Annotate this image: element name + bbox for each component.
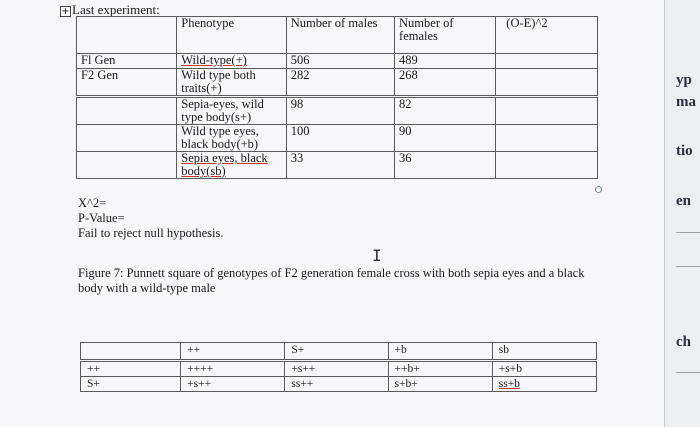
table-row <box>77 125 598 152</box>
table-row <box>77 97 598 125</box>
punnett-cell[interactable]: ++b+ <box>388 361 492 377</box>
adjacent-text: en <box>676 193 691 209</box>
females-cell[interactable]: 82 <box>395 97 496 125</box>
males-cell[interactable]: 33 <box>286 152 394 179</box>
header-cell[interactable] <box>77 17 177 54</box>
punnett-cell[interactable]: ++++ <box>181 361 285 377</box>
adjacent-divider <box>676 372 700 373</box>
figure-caption[interactable]: Figure 7: Punnett square of genotypes of F2 generation female cross with both sepia eyes and a black body with a wild-type male <box>78 266 585 295</box>
gen-cell[interactable]: Fl Gen <box>77 54 177 69</box>
phenotype-cell[interactable]: Sepia-eyes, wild type body(s+) <box>177 97 286 125</box>
adjacent-window-edge <box>664 0 700 427</box>
punnett-cell[interactable]: ++ <box>181 343 285 361</box>
punnett-cell[interactable] <box>81 343 181 361</box>
males-cell[interactable]: 282 <box>286 69 394 97</box>
punnett-cell[interactable]: ss++ <box>285 377 388 392</box>
table-move-handle[interactable]: + <box>61 6 70 17</box>
table-header-row <box>77 17 598 54</box>
header-cell[interactable]: (O-E)^2 <box>496 17 598 54</box>
table-row <box>77 54 598 69</box>
table-resize-handle[interactable] <box>595 186 602 193</box>
table-row <box>77 152 598 179</box>
males-cell[interactable]: 98 <box>286 97 394 125</box>
p-value-line[interactable]: P-Value= <box>78 211 125 225</box>
punnett-cell[interactable]: S+ <box>81 377 181 392</box>
text-cursor-icon: I <box>372 246 382 265</box>
punnett-cell[interactable]: +s++ <box>181 377 285 392</box>
adjacent-divider <box>676 266 700 267</box>
chi-cell[interactable] <box>496 97 598 125</box>
males-cell[interactable]: 506 <box>286 54 394 69</box>
gen-cell[interactable] <box>77 97 177 125</box>
phenotype-cell[interactable]: Wild-type(+) <box>177 54 286 69</box>
adjacent-divider <box>676 232 700 233</box>
chi-square-line[interactable]: X^2= <box>78 196 107 210</box>
punnett-cell[interactable]: ++ <box>81 361 181 377</box>
phenotype-cell[interactable]: Wild type eyes, black body(+b) <box>177 125 286 152</box>
punnett-cell[interactable]: S+ <box>285 343 388 361</box>
section-label: Last experiment: <box>72 2 160 17</box>
adjacent-text: tio <box>676 143 693 159</box>
header-cell[interactable]: Number of males <box>286 17 394 54</box>
adjacent-text: yp <box>676 72 692 88</box>
adjacent-text: ch <box>676 334 691 350</box>
statistics-block <box>78 196 223 241</box>
header-cell[interactable]: Number of females <box>395 17 496 54</box>
gen-cell[interactable]: F2 Gen <box>77 69 177 97</box>
punnett-row <box>81 377 597 392</box>
header-cell[interactable]: Phenotype <box>177 17 286 54</box>
punnett-header-row <box>81 343 597 361</box>
females-cell[interactable]: 36 <box>395 152 496 179</box>
chi-cell[interactable] <box>496 54 598 69</box>
phenotype-cell[interactable]: Sepia eyes, black body(sb) <box>177 152 286 179</box>
punnett-cell[interactable]: +s+b <box>492 361 596 377</box>
punnett-cell[interactable]: +s++ <box>285 361 388 377</box>
females-cell[interactable]: 489 <box>395 54 496 69</box>
chi-cell[interactable] <box>496 125 598 152</box>
gen-cell[interactable] <box>77 125 177 152</box>
phenotype-cell[interactable]: Wild type both traits(+) <box>177 69 286 97</box>
conclusion-line[interactable]: Fail to reject null hypothesis. <box>78 226 224 240</box>
chi-cell[interactable] <box>496 69 598 97</box>
adjacent-text: ma <box>676 94 696 110</box>
females-cell[interactable]: 268 <box>395 69 496 97</box>
chi-cell[interactable] <box>496 152 598 179</box>
table-row <box>77 69 598 97</box>
punnett-cell[interactable]: +b <box>388 343 492 361</box>
males-cell[interactable]: 100 <box>286 125 394 152</box>
punnett-cell[interactable]: ss+b <box>492 377 596 392</box>
punnett-table <box>80 342 597 392</box>
punnett-cell[interactable]: sb <box>492 343 596 361</box>
results-table <box>76 16 598 179</box>
gen-cell[interactable] <box>77 152 177 179</box>
punnett-cell[interactable]: s+b+ <box>388 377 492 392</box>
punnett-row <box>81 361 597 377</box>
females-cell[interactable]: 90 <box>395 125 496 152</box>
